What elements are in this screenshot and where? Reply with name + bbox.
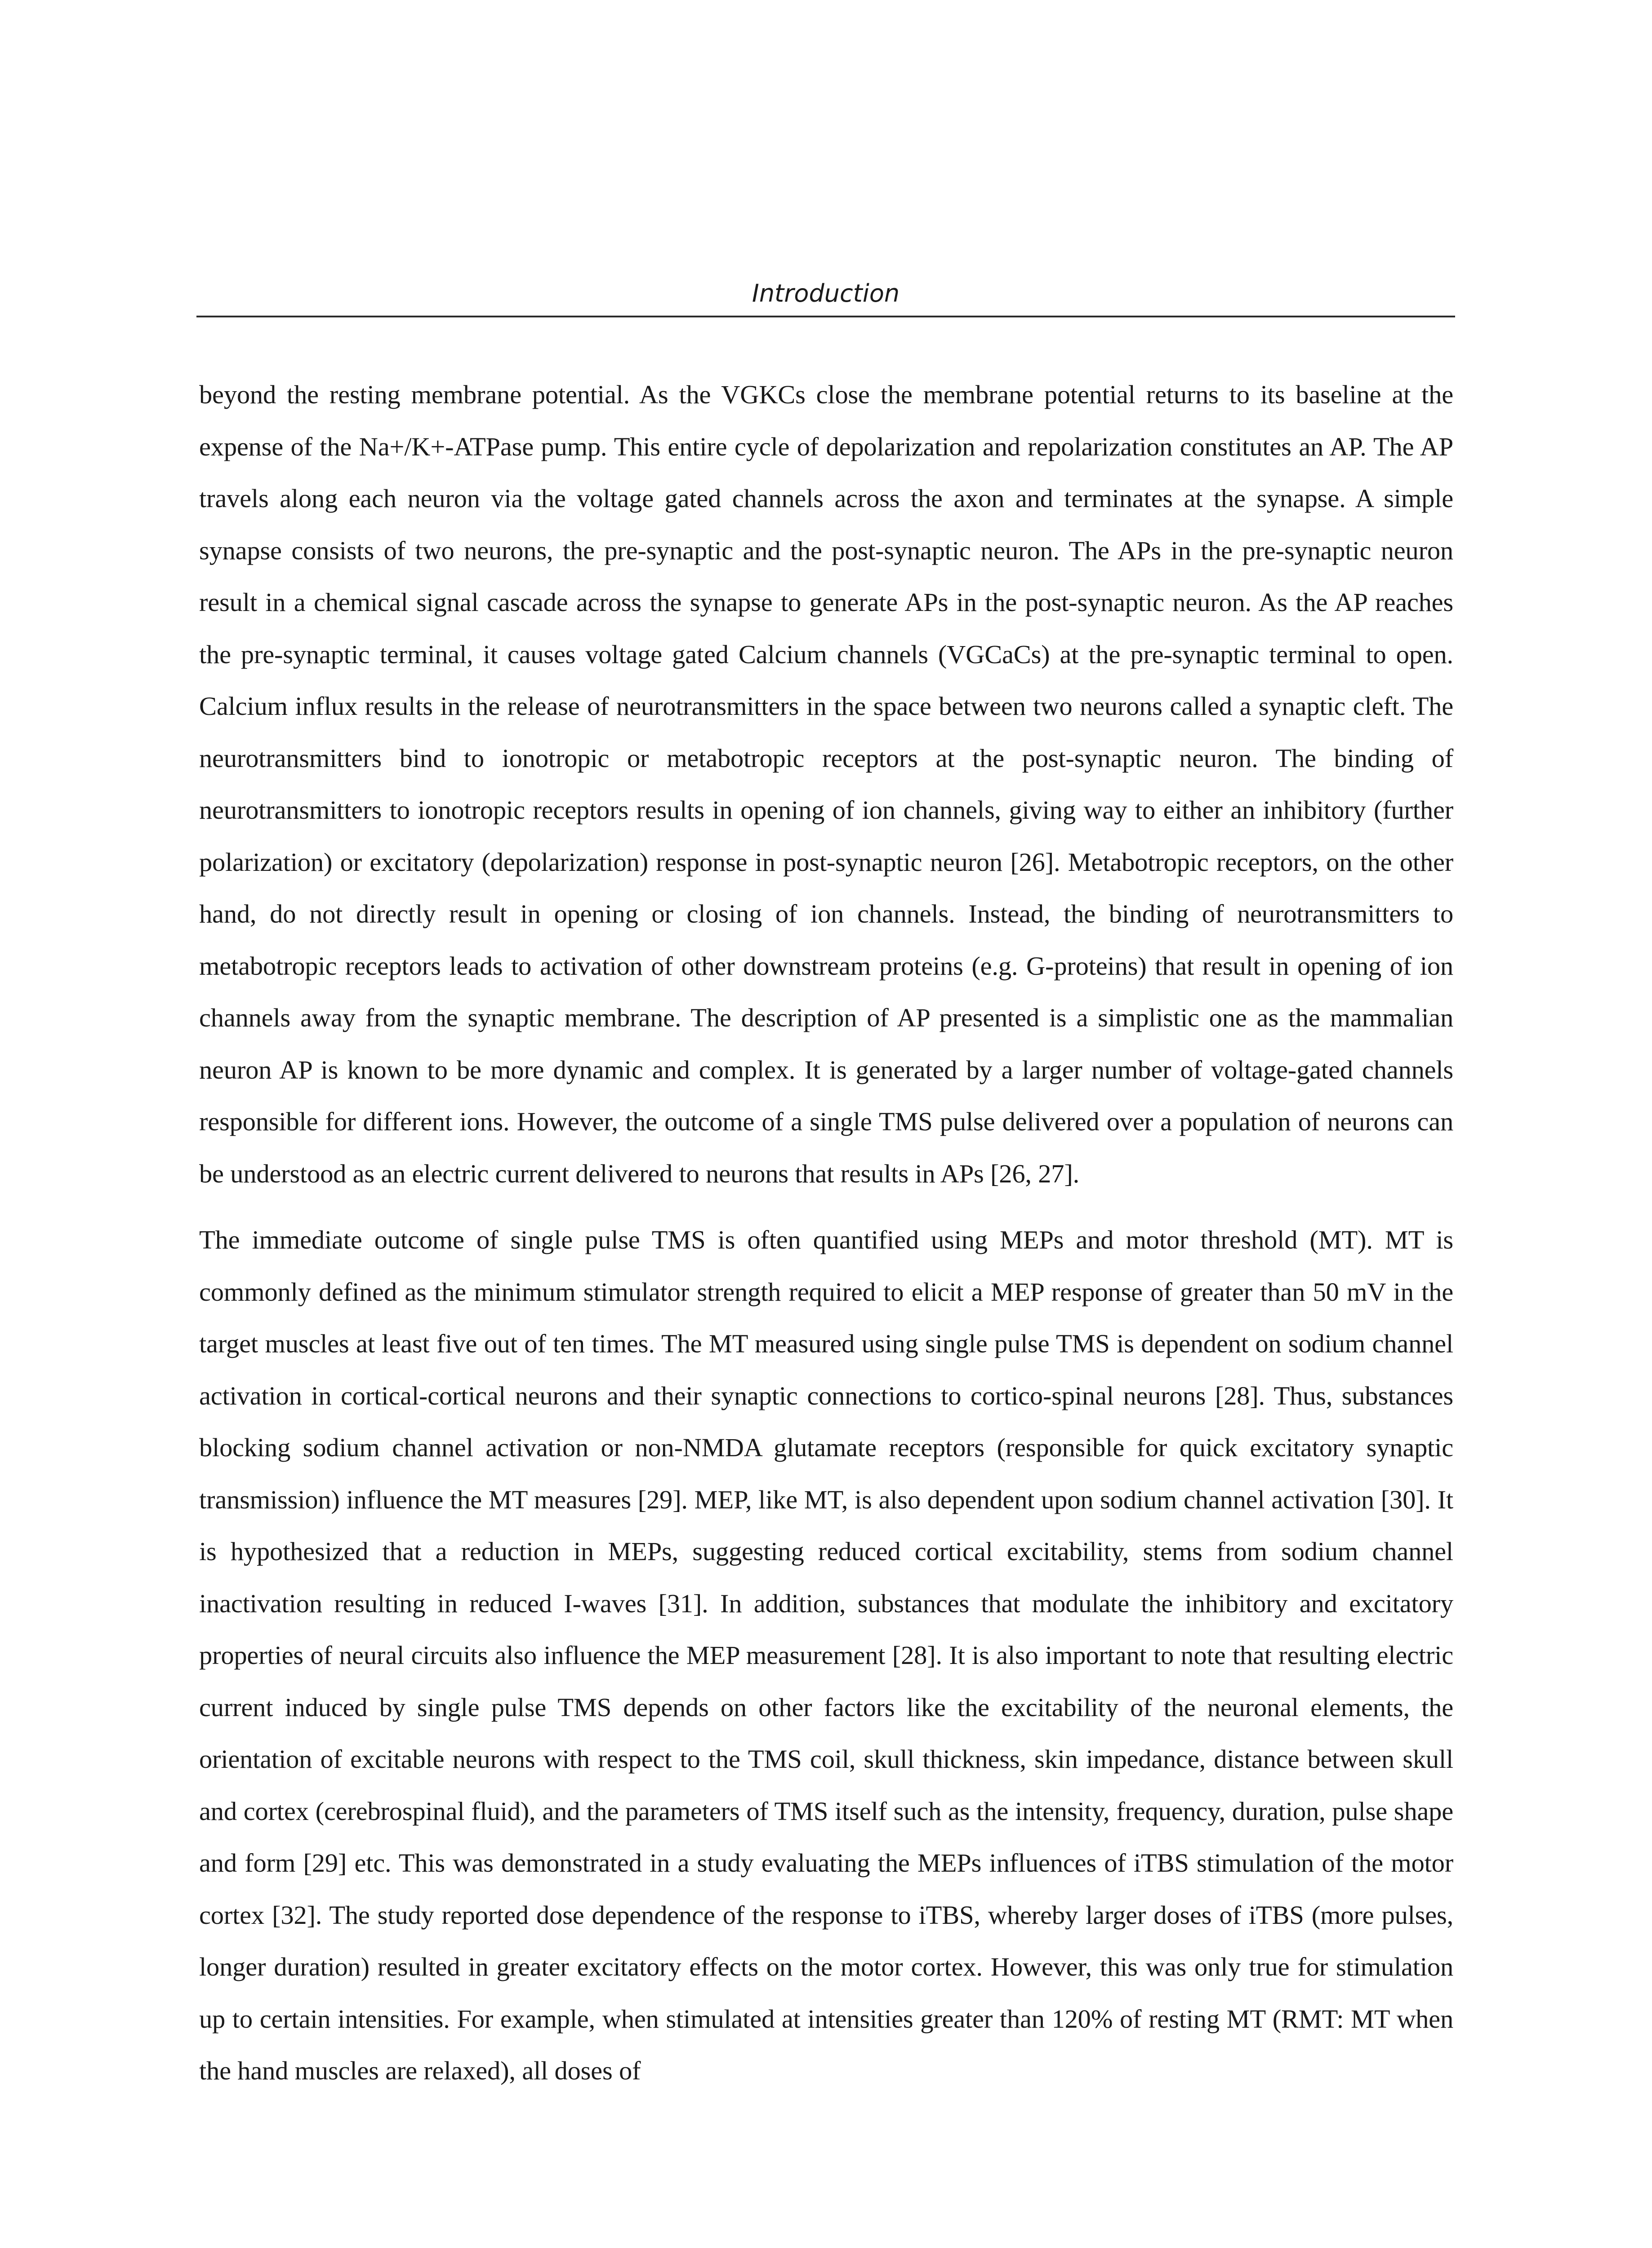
paragraph: beyond the resting membrane potential. As the VGKCs close the membrane potential returns to its baseline at the expense of the Na+/K+-ATPase pump. This entire cycle of depolarization and repolarization constitutes an AP. The AP travels along each neuron via the voltage gated channels across the axon and terminates at the synapse. A simple synapse consists of two neurons, the pre-synaptic and the post-synaptic neuron. The APs in the pre-synaptic neuron result in a chemical signal cascade across the synapse to generate APs in the post-synaptic neuron. As the AP reaches the pre-synaptic terminal, it causes voltage gated Calcium channels (VGCaCs) at the pre-synaptic terminal to open. Calcium influx results in the release of neurotransmitters in the space between two neurons called a synaptic cleft. The neurotransmitters bind to ionotropic or metabotropic receptors at the post-synaptic neuron. The binding of neurotransmitters to ionotropic receptors results in opening of ion channels, giving way to either an inhibitory (further polarization) or excitatory (depolarization) response in post-synaptic neuron [26]. Metabotropic receptors, on the other hand, do not directly result in opening or closing of ion channels. Instead, the binding of neurotransmitters to metabotropic receptors leads to activation of other downstream proteins (e.g. G-proteins) that result in opening of ion channels away from the synaptic membrane. The description of AP presented is a simplistic one as the mammalian neuron AP is known to be more dynamic and complex. It is generated by a larger number of voltage-gated channels responsible for different ions. However, the outcome of a single TMS pulse delivered over a population of neurons can be understood as an electric current delivered to neurons that results in APs [26, 27]. <box>199 380 1453 1188</box>
running-header: Introduction <box>752 279 900 308</box>
body-text <box>199 369 1453 2097</box>
paragraph: The immediate outcome of single pulse TMS is often quantified using MEPs and motor threshold (MT). MT is commonly defined as the minimum stimulator strength required to elicit a MEP response of greater than 50 mV in the target muscles at least five out of ten times. The MT measured using single pulse TMS is dependent on sodium channel activation in cortical-cortical neurons and their synaptic connections to cortico-spinal neurons [28]. Thus, substances blocking sodium channel activation or non-NMDA glutamate receptors (responsible for quick excitatory synaptic transmission) influence the MT measures [29]. MEP, like MT, is also dependent upon sodium channel activation [30]. It is hypothesized that a reduction in MEPs, suggesting reduced cortical excitability, stems from sodium channel inactivation resulting in reduced I-waves [31]. In addition, substances that modulate the inhibitory and excitatory properties of neural circuits also influence the MEP measurement [28]. It is also important to note that resulting electric current induced by single pulse TMS depends on other factors like the excitability of the neuronal elements, the orientation of excitable neurons with respect to the TMS coil, skull thickness, skin impedance, distance between skull and cortex (cerebrospinal fluid), and the parameters of TMS itself such as the intensity, frequency, duration, pulse shape and form [29] etc. This was demonstrated in a study evaluating the MEPs influences of iTBS stimulation of the motor cortex [32]. The study reported dose dependence of the response to iTBS, whereby larger doses of iTBS (more pulses, longer duration) resulted in greater excitatory effects on the motor cortex. However, this was only true for stimulation up to certain intensities. For example, when stimulated at intensities greater than 120% of resting MT (RMT: MT when the hand muscles are relaxed), all doses of <box>199 1225 1453 2085</box>
header-rule <box>196 316 1455 317</box>
